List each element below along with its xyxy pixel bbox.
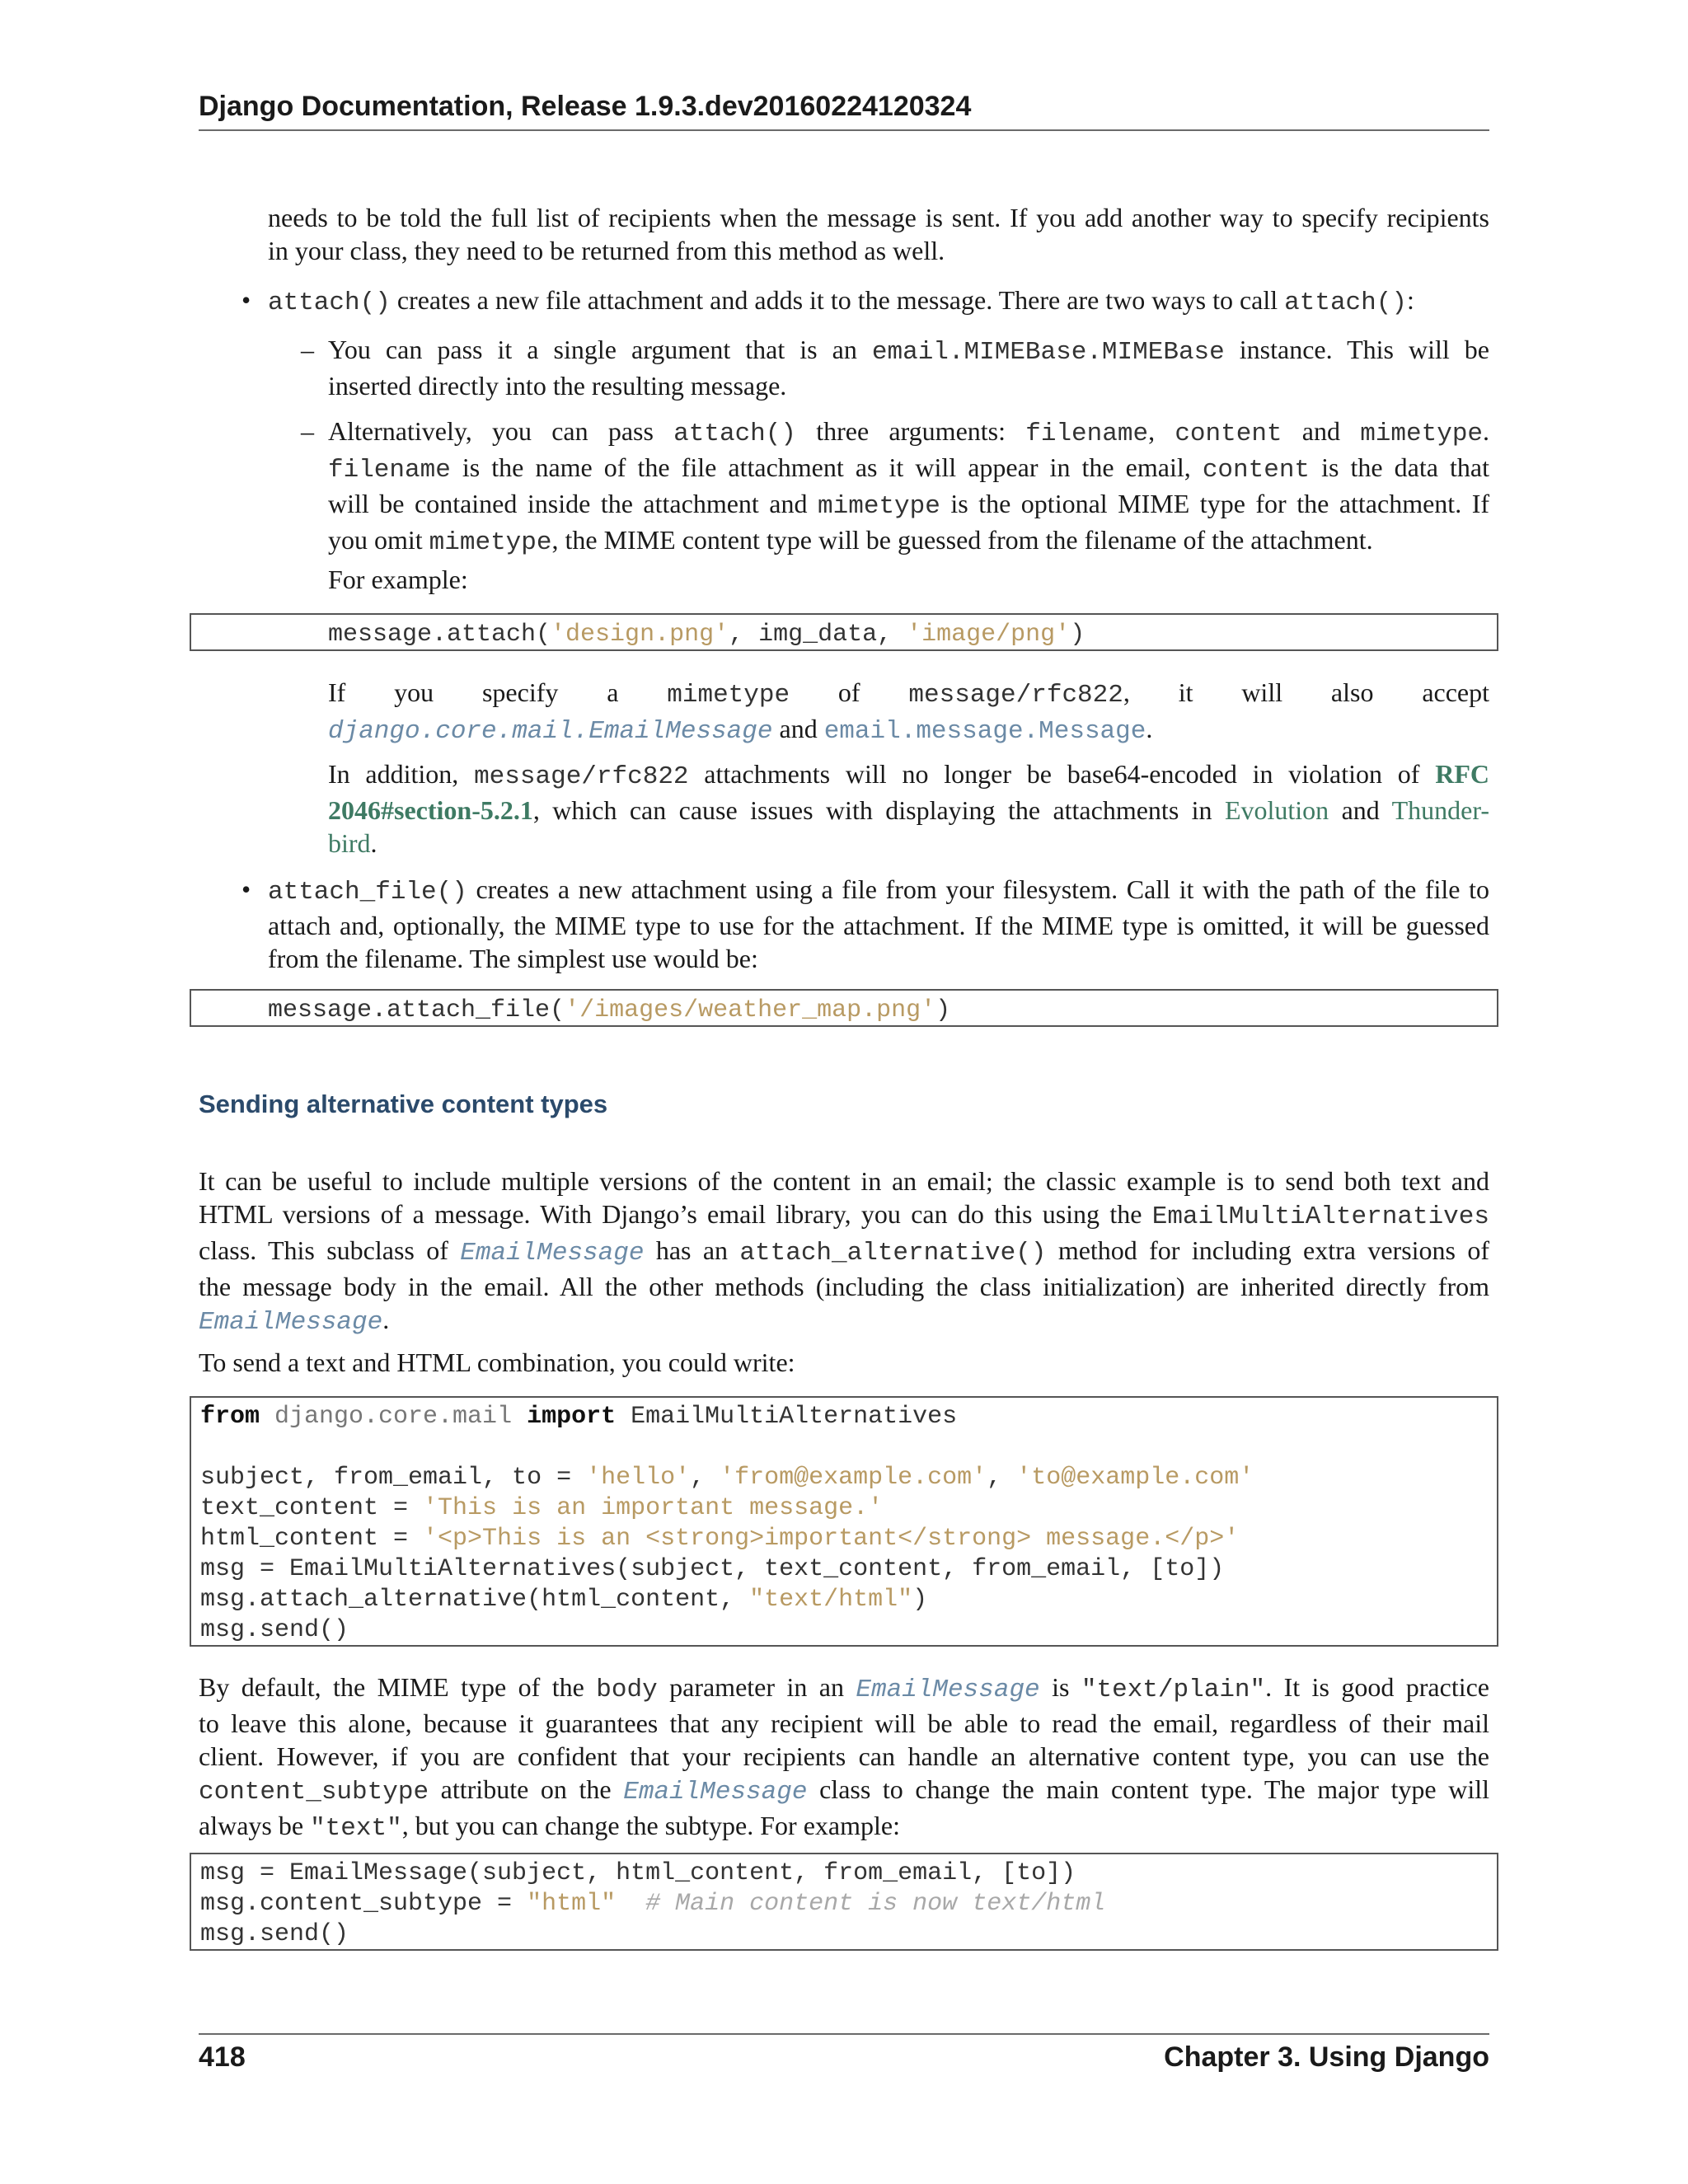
code-block-content-subtype — [190, 1853, 1498, 1951]
inline-code: "text/plain" — [1081, 1675, 1266, 1704]
code-string: '<p>This is an <strong>important</strong> message.</p>' — [423, 1525, 1240, 1553]
code-token: message.attach_file( — [268, 996, 565, 1024]
emailmessage-link[interactable]: EmailMessage — [460, 1239, 645, 1268]
text: is the optional MIME type for the attachment. If — [940, 489, 1490, 518]
inline-code: "text" — [310, 1814, 402, 1843]
text: , but you can change the subtype. For example: — [401, 1811, 900, 1840]
code-string: '/images/weather_map.png' — [565, 996, 936, 1024]
text: class. This subclass of — [199, 1235, 461, 1265]
code-keyword: from — [200, 1403, 260, 1431]
code-token: , img_data, — [729, 621, 907, 649]
for-example-label: For example: — [328, 565, 468, 594]
text-line — [199, 1303, 1489, 1339]
text-line: It can be useful to include multiple versions of the content in an email; the classic example is to send both text and — [199, 1166, 1489, 1196]
text-line — [268, 873, 1489, 909]
text-line — [328, 415, 1489, 451]
code-string: 'to@example.com' — [1016, 1464, 1254, 1492]
inline-code: EmailMultiAlternatives — [1151, 1202, 1489, 1231]
text: always be — [199, 1811, 311, 1840]
inline-code: filename — [1025, 419, 1149, 448]
text-line: from the filename. The simplest use would be: — [268, 944, 758, 973]
code-line — [268, 996, 1497, 1026]
code-token: msg.send() — [200, 1920, 349, 1948]
bullet-attach-file — [268, 873, 1489, 975]
text: will be contained inside the attachment and — [328, 489, 818, 518]
code-comment: # Main content is now text/html — [645, 1890, 1106, 1918]
text-line: inserted directly into the resulting message. — [328, 371, 787, 401]
dash-icon: – — [301, 335, 314, 364]
chapter-title: Chapter 3. Using Django — [1164, 2041, 1489, 2073]
text-line — [328, 827, 1489, 860]
code-listing — [200, 1858, 1497, 1950]
send-combination-paragraph: To send a text and HTML combination, you could write: — [199, 1347, 795, 1377]
header-rule — [199, 129, 1489, 131]
code-token: ) — [1070, 621, 1085, 649]
text: class to change the main content type. The major type will — [807, 1774, 1490, 1804]
emailmessage-link[interactable]: EmailMessage — [856, 1675, 1040, 1704]
text: attribute on the — [429, 1774, 624, 1804]
code-string: 'hello' — [586, 1464, 691, 1492]
bullet-icon: • — [241, 874, 251, 904]
inline-code: content — [1175, 419, 1282, 448]
text-line: client. However, if you are confident that your recipients can handle an alternative content type, you can use the — [199, 1741, 1489, 1771]
text: is the data that — [1310, 452, 1490, 482]
inline-code: filename — [328, 456, 451, 485]
text: has an — [644, 1235, 740, 1265]
inline-code: message/rfc822 — [908, 681, 1123, 710]
code-token: html_content = — [200, 1525, 424, 1553]
inline-code: attach_alternative() — [739, 1239, 1047, 1268]
code-token: ) — [912, 1586, 928, 1614]
text: , the MIME content type will be guessed from the filename of the attachment. — [551, 525, 1373, 555]
text: creates a new file attachment and adds it to the message. There are two ways to call — [390, 285, 1285, 315]
dash-item-three-arguments — [328, 415, 1489, 560]
code-module: django.core.mail — [260, 1403, 528, 1431]
rfc-link[interactable]: 2046#section-5.2.1 — [328, 795, 533, 825]
inline-code: attach() — [268, 288, 391, 317]
code-string: 'image/png' — [907, 621, 1071, 649]
inline-code: attach() — [1284, 288, 1407, 317]
code-token: msg.attach_alternative(html_content, — [200, 1586, 750, 1614]
text-line — [328, 757, 1489, 794]
text: , — [1148, 416, 1175, 446]
code-string: "html" — [527, 1890, 617, 1918]
code-token: msg = EmailMultiAlternatives(subject, text_content, from_email, [to]) — [200, 1555, 1225, 1583]
email-message-link[interactable]: email.message.Message — [823, 717, 1146, 746]
text-line — [328, 487, 1489, 523]
code-token: msg = EmailMessage(subject, html_content, from_email, [to]) — [200, 1859, 1076, 1887]
text-line — [199, 1234, 1489, 1270]
inline-code: attach_file() — [268, 878, 467, 907]
text-line — [328, 794, 1489, 827]
text: parameter in an — [657, 1672, 856, 1702]
text: instance. This will be — [1224, 335, 1490, 364]
text-line — [199, 1197, 1489, 1234]
default-mime-paragraph — [199, 1671, 1489, 1845]
code-block-multi-alternatives — [190, 1396, 1498, 1647]
code-token — [616, 1890, 645, 1918]
emailmessage-link[interactable]: EmailMessage — [199, 1308, 383, 1337]
code-token: msg.send() — [200, 1616, 349, 1644]
text-line: attach and, optionally, the MIME type to use for the attachment. If the MIME type is omitted, it will be guessed — [268, 911, 1489, 940]
inline-code: mimetype — [429, 528, 552, 557]
text: Alternatively, you can pass — [328, 416, 674, 446]
text: attachments will no longer be base64-encoded in violation of — [688, 759, 1436, 789]
text: If you specify a — [328, 677, 668, 707]
code-token: EmailMultiAlternatives — [616, 1403, 958, 1431]
text: . — [1483, 416, 1490, 446]
addition-paragraph — [328, 757, 1489, 860]
text: . — [370, 828, 377, 858]
text: and — [1329, 795, 1392, 825]
inline-code: mimetype — [667, 681, 790, 710]
dash-item-single-argument — [328, 333, 1489, 402]
text-line — [199, 1773, 1489, 1809]
text: method for including extra versions of — [1046, 1235, 1490, 1265]
bullet-attach — [268, 284, 1489, 320]
inline-code: email.MIMEBase.MIMEBase — [871, 338, 1225, 367]
text: three arguments: — [796, 416, 1026, 446]
text-line: the message body in the email. All the other methods (including the class initialization) are inherited directly from — [199, 1272, 1489, 1301]
dash-icon: – — [301, 416, 314, 446]
thunderbird-link[interactable]: Thunder- — [1391, 795, 1490, 825]
text-line: needs to be told the full list of recipients when the message is sent. If you add another way to specify recipients — [268, 203, 1489, 232]
text: HTML versions of a message. With Django’s email library, you can do this using the — [199, 1199, 1152, 1229]
section-heading: Sending alternative content types — [199, 1090, 608, 1118]
footer-rule — [199, 2033, 1489, 2035]
inline-code: mimetype — [818, 492, 940, 521]
text: of — [790, 677, 909, 707]
page-header-title: Django Documentation, Release 1.9.3.dev20160224120324 — [199, 91, 972, 122]
recipients-paragraph — [268, 201, 1489, 267]
code-token: ) — [935, 996, 951, 1024]
thunderbird-link[interactable]: bird — [328, 828, 371, 858]
text: and — [1282, 416, 1361, 446]
alternative-content-paragraph — [199, 1165, 1489, 1339]
page-number: 418 — [199, 2041, 246, 2073]
rfc822-paragraph — [328, 676, 1489, 748]
code-token: , — [987, 1464, 1017, 1492]
text: . — [1146, 714, 1153, 743]
text: By default, the MIME type of the — [199, 1672, 597, 1702]
text: and — [772, 714, 824, 743]
inline-code: content — [1202, 456, 1311, 485]
inline-code: mimetype — [1360, 419, 1484, 448]
text: . It is good practice — [1265, 1672, 1490, 1702]
code-string: 'from@example.com' — [720, 1464, 987, 1492]
text-line: in your class, they need to be returned from this method as well. — [268, 236, 945, 265]
text-line — [328, 712, 1489, 748]
inline-code: body — [596, 1675, 658, 1704]
code-block-attach — [190, 613, 1498, 651]
rfc-link[interactable]: RFC — [1435, 759, 1490, 789]
text-line: to leave this alone, because it guarantees that any recipient will be able to read the email, regardless of their mail — [199, 1708, 1489, 1738]
text: , which can cause issues with displaying the attachments in — [532, 795, 1225, 825]
evolution-link[interactable]: Evolution — [1224, 795, 1329, 825]
code-string: 'design.png' — [551, 621, 729, 649]
code-keyword: import — [527, 1403, 617, 1431]
code-token: , — [690, 1464, 720, 1492]
text-line — [328, 333, 1489, 369]
emailmessage-link[interactable]: django.core.mail.EmailMessage — [328, 717, 773, 746]
text: you omit — [328, 525, 429, 555]
text: : — [1406, 285, 1414, 315]
emailmessage-link[interactable]: EmailMessage — [623, 1778, 808, 1807]
text-line — [199, 1671, 1489, 1707]
text: You can pass it a single argument that is an — [328, 335, 872, 364]
code-listing — [200, 1402, 1497, 1646]
code-token: message.attach( — [328, 621, 551, 649]
text: . — [382, 1305, 390, 1334]
text: is — [1039, 1672, 1081, 1702]
text-line — [199, 1809, 1489, 1845]
code-token: text_content = — [200, 1494, 424, 1522]
text: , it will also accept — [1123, 677, 1490, 707]
code-line — [328, 620, 1497, 650]
code-token: msg.content_subtype = — [200, 1890, 528, 1918]
inline-code: content_subtype — [199, 1778, 429, 1807]
inline-code: message/rfc822 — [474, 762, 689, 791]
text: In addition, — [328, 759, 475, 789]
text-line — [328, 676, 1489, 712]
inline-code: attach() — [673, 419, 796, 448]
code-token: subject, from_email, to = — [200, 1464, 587, 1492]
text: creates a new attachment using a file from your filesystem. Call it with the path of the file to — [467, 874, 1489, 904]
code-block-attach-file — [190, 989, 1498, 1027]
text: is the name of the file attachment as it will appear in the email, — [450, 452, 1203, 482]
text-line — [328, 523, 1489, 560]
code-string: 'This is an important message.' — [423, 1494, 884, 1522]
text-line — [328, 451, 1489, 487]
code-string: "text/html" — [749, 1586, 913, 1614]
bullet-icon: • — [241, 285, 251, 315]
